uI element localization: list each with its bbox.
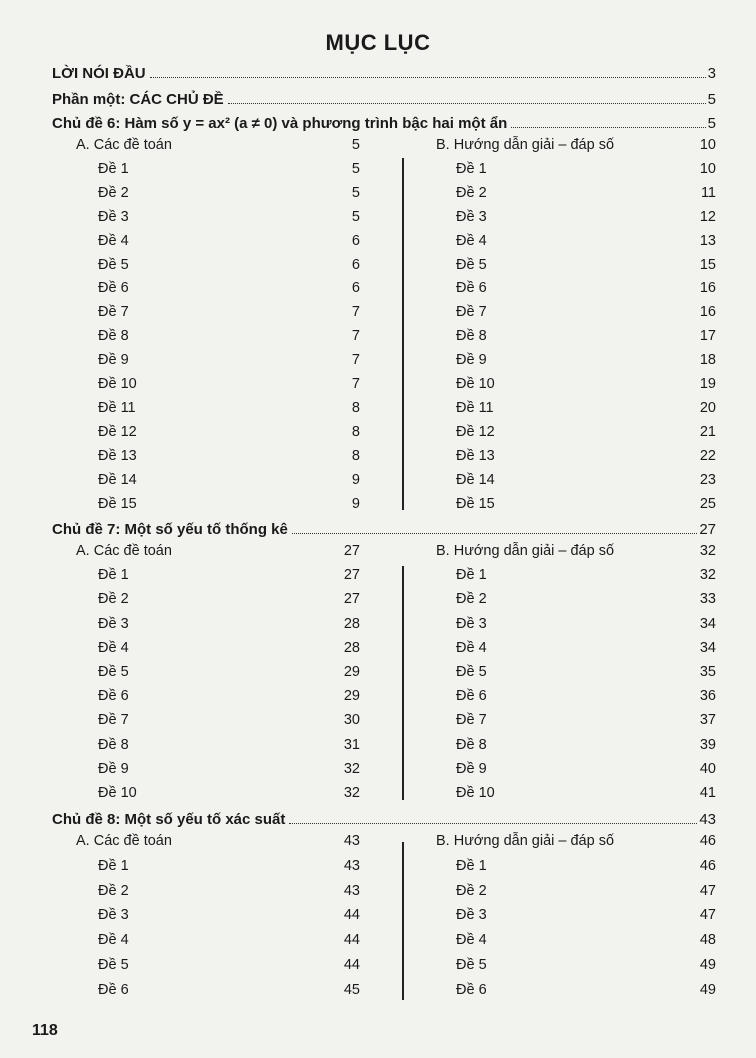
list-item-page: 15 (699, 256, 716, 273)
list-item-page: 44 (343, 907, 360, 924)
list-item-page: 32 (699, 567, 716, 584)
toc-entry-preface (52, 60, 716, 82)
leader-dots (289, 822, 697, 824)
list-item-page: 7 (351, 376, 360, 392)
list-item-label: Đề 12 (456, 423, 495, 440)
column-divider (402, 842, 404, 1000)
leader-dots (511, 126, 705, 128)
list-item-page: 43 (343, 857, 360, 874)
list-item-page: 23 (699, 471, 716, 488)
list-item-label: Đề 7 (456, 712, 487, 729)
list-item-page: 22 (699, 447, 716, 464)
list-item-label: Đề 6 (456, 280, 487, 297)
list-item-page: 46 (699, 857, 716, 874)
toc-entry-part-one (52, 86, 716, 108)
list-item-page: 27 (343, 567, 360, 584)
list-item-label: Đề 4 (98, 932, 129, 949)
list-item-page: 18 (699, 352, 716, 369)
list-item-page: 8 (351, 447, 360, 464)
list-item-label: Đề 14 (456, 471, 495, 488)
list-item-label: Đề 3 (98, 907, 129, 924)
list-item-page: 9 (351, 495, 360, 512)
list-item-label: Đề 5 (98, 256, 129, 273)
list-item-page: 37 (699, 712, 716, 729)
left-column-title-page: 5 (351, 137, 360, 153)
column-divider (402, 566, 404, 800)
list-item-label: Đề 11 (98, 399, 136, 416)
list-item-label: Đề 11 (456, 399, 494, 416)
right-column-title: B. Hướng dẫn giải – đáp số (436, 833, 615, 849)
list-item-page: 7 (351, 352, 360, 369)
section-heading (52, 806, 716, 828)
leader-dots (292, 532, 697, 534)
page-number: 118 (32, 1022, 58, 1039)
list-item-label: Đề 3 (456, 615, 487, 632)
list-item-page: 20 (699, 399, 716, 416)
leader-dots (150, 76, 706, 78)
list-item-label: Đề 4 (456, 932, 487, 949)
list-item-page: 36 (699, 688, 716, 705)
list-item-page: 32 (343, 760, 360, 777)
list-item-page: 28 (343, 615, 360, 632)
list-item-label: Đề 13 (98, 447, 137, 464)
list-item-label: Đề 3 (456, 208, 487, 225)
list-item-label: Đề 12 (98, 423, 137, 440)
list-item-label: Đề 15 (98, 495, 137, 512)
list-item-page: 16 (699, 304, 716, 321)
list-item-page: 34 (699, 639, 716, 656)
list-item-page: 32 (343, 785, 360, 801)
list-item-page: 21 (699, 423, 716, 440)
list-item-page: 28 (343, 639, 360, 656)
list-item-label: Đề 3 (98, 615, 129, 632)
list-item-label: Đề 1 (98, 857, 129, 874)
list-item-label: Đề 2 (98, 882, 129, 899)
list-item-page: 9 (351, 471, 360, 488)
column-divider (402, 158, 404, 510)
list-item-label: Đề 1 (98, 160, 129, 177)
toc-entry-page: 3 (707, 65, 716, 82)
list-item-label: Đề 13 (456, 447, 495, 464)
list-item-label: Đề 2 (456, 591, 487, 608)
list-item-page: 6 (351, 232, 360, 249)
toc-entry-label: LỜI NÓI ĐẦU (52, 65, 146, 82)
section-heading-page: 5 (707, 115, 716, 132)
list-item-label: Đề 6 (98, 280, 129, 297)
section-heading-label: Chủ đề 7: Một số yếu tố thống kê (52, 521, 288, 538)
list-item-page: 39 (699, 736, 716, 753)
list-item-page: 29 (343, 688, 360, 705)
list-item-page: 8 (351, 399, 360, 416)
list-item-page: 34 (699, 615, 716, 632)
list-item-label: Đề 4 (456, 639, 487, 656)
left-column-title-page: 43 (343, 833, 360, 849)
list-item-label: Đề 7 (456, 304, 487, 321)
list-item-page: 7 (351, 328, 360, 345)
list-item-page: 7 (351, 304, 360, 321)
leader-dots (228, 102, 706, 104)
toc-entry-label: Phần một: CÁC CHỦ ĐỀ (52, 91, 224, 108)
list-item-page: 49 (699, 981, 716, 998)
list-item-page: 5 (351, 184, 360, 201)
left-column-title: A. Các đề toán (76, 833, 172, 849)
section-heading (52, 516, 716, 538)
section-heading-page: 43 (699, 811, 716, 828)
list-item-label: Đề 5 (456, 256, 487, 273)
list-item-label: Đề 9 (98, 760, 129, 777)
list-item-label: Đề 1 (456, 160, 487, 177)
list-item-page: 10 (699, 160, 716, 177)
list-item-label: Đề 1 (456, 857, 487, 874)
list-item-label: Đề 8 (98, 328, 129, 345)
list-item-label: Đề 10 (456, 376, 495, 392)
list-item-label: Đề 14 (98, 471, 137, 488)
list-item-page: 44 (343, 957, 360, 973)
right-column-title-page: 32 (699, 543, 716, 559)
list-item-label: Đề 2 (98, 591, 129, 608)
list-item-label: Đề 2 (456, 882, 487, 899)
list-item-label: Đề 8 (456, 736, 487, 753)
list-item-page: 43 (343, 882, 360, 899)
list-item-page: 31 (343, 736, 360, 753)
list-item-page: 25 (699, 495, 716, 512)
list-item-label: Đề 2 (98, 184, 129, 201)
list-item-label: Đề 10 (98, 376, 137, 392)
list-item-label: Đề 7 (98, 712, 129, 729)
page-title: MỤC LỤC (325, 30, 431, 55)
list-item-page: 30 (343, 712, 360, 729)
list-item-label: Đề 1 (456, 567, 487, 584)
list-item-page: 16 (699, 280, 716, 297)
list-item-label: Đề 5 (456, 664, 487, 680)
list-item-page: 12 (699, 208, 716, 225)
list-item-page: 5 (351, 160, 360, 177)
list-item-page: 8 (351, 423, 360, 440)
list-item-label: Đề 8 (98, 736, 129, 753)
list-item-label: Đề 3 (98, 208, 129, 225)
list-item-label: Đề 5 (98, 957, 129, 973)
list-item-label: Đề 4 (98, 232, 129, 249)
list-item-label: Đề 1 (98, 567, 129, 584)
list-item-page: 48 (699, 932, 716, 949)
left-column-title-page: 27 (343, 543, 360, 559)
list-item-label: Đề 6 (98, 981, 129, 998)
left-column-title: A. Các đề toán (76, 543, 172, 559)
list-item-label: Đề 5 (98, 664, 129, 680)
right-column-title: B. Hướng dẫn giải – đáp số (436, 543, 615, 559)
list-item-page: 47 (699, 882, 716, 899)
list-item-label: Đề 2 (456, 184, 487, 201)
list-item-label: Đề 6 (456, 981, 487, 998)
list-item-label: Đề 9 (456, 760, 487, 777)
list-item-label: Đề 9 (456, 352, 487, 369)
list-item-label: Đề 8 (456, 328, 487, 345)
list-item-page: 40 (699, 760, 716, 777)
list-item-page: 5 (351, 208, 360, 225)
section-heading-page: 27 (699, 521, 716, 538)
list-item-page: 44 (343, 932, 360, 949)
list-item-page: 47 (699, 907, 716, 924)
list-item-label: Đề 9 (98, 352, 129, 369)
list-item-page: 11 (700, 184, 716, 201)
right-column-title-page: 46 (699, 833, 716, 849)
list-item-label: Đề 4 (98, 639, 129, 656)
list-item-page: 13 (699, 232, 716, 249)
list-item-page: 17 (699, 328, 716, 345)
list-item-label: Đề 4 (456, 232, 487, 249)
list-item-label: Đề 3 (456, 907, 487, 924)
list-item-page: 27 (343, 591, 360, 608)
left-column-title: A. Các đề toán (76, 137, 172, 153)
list-item-page: 29 (343, 664, 360, 680)
list-item-label: Đề 6 (456, 688, 487, 705)
list-item-page: 6 (351, 280, 360, 297)
toc-entry-page: 5 (707, 91, 716, 108)
list-item-page: 49 (699, 957, 716, 973)
right-column-title-page: 10 (699, 137, 716, 153)
list-item-label: Đề 5 (456, 957, 487, 973)
list-item-label: Đề 10 (456, 785, 495, 801)
list-item-label: Đề 7 (98, 304, 129, 321)
list-item-page: 45 (343, 981, 360, 998)
section-heading-label: Chủ đề 6: Hàm số y = ax² (a ≠ 0) và phương trình bậc hai một ẩn (52, 115, 508, 132)
list-item-label: Đề 10 (98, 785, 137, 801)
section-heading-label: Chủ đề 8: Một số yếu tố xác suất (52, 811, 286, 828)
list-item-page: 19 (699, 376, 716, 392)
list-item-label: Đề 15 (456, 495, 495, 512)
right-column-title: B. Hướng dẫn giải – đáp số (436, 137, 615, 153)
list-item-page: 35 (699, 664, 716, 680)
list-item-page: 33 (699, 591, 716, 608)
list-item-page: 41 (699, 785, 716, 801)
list-item-page: 6 (351, 256, 360, 273)
list-item-label: Đề 6 (98, 688, 129, 705)
section-heading (52, 110, 716, 132)
